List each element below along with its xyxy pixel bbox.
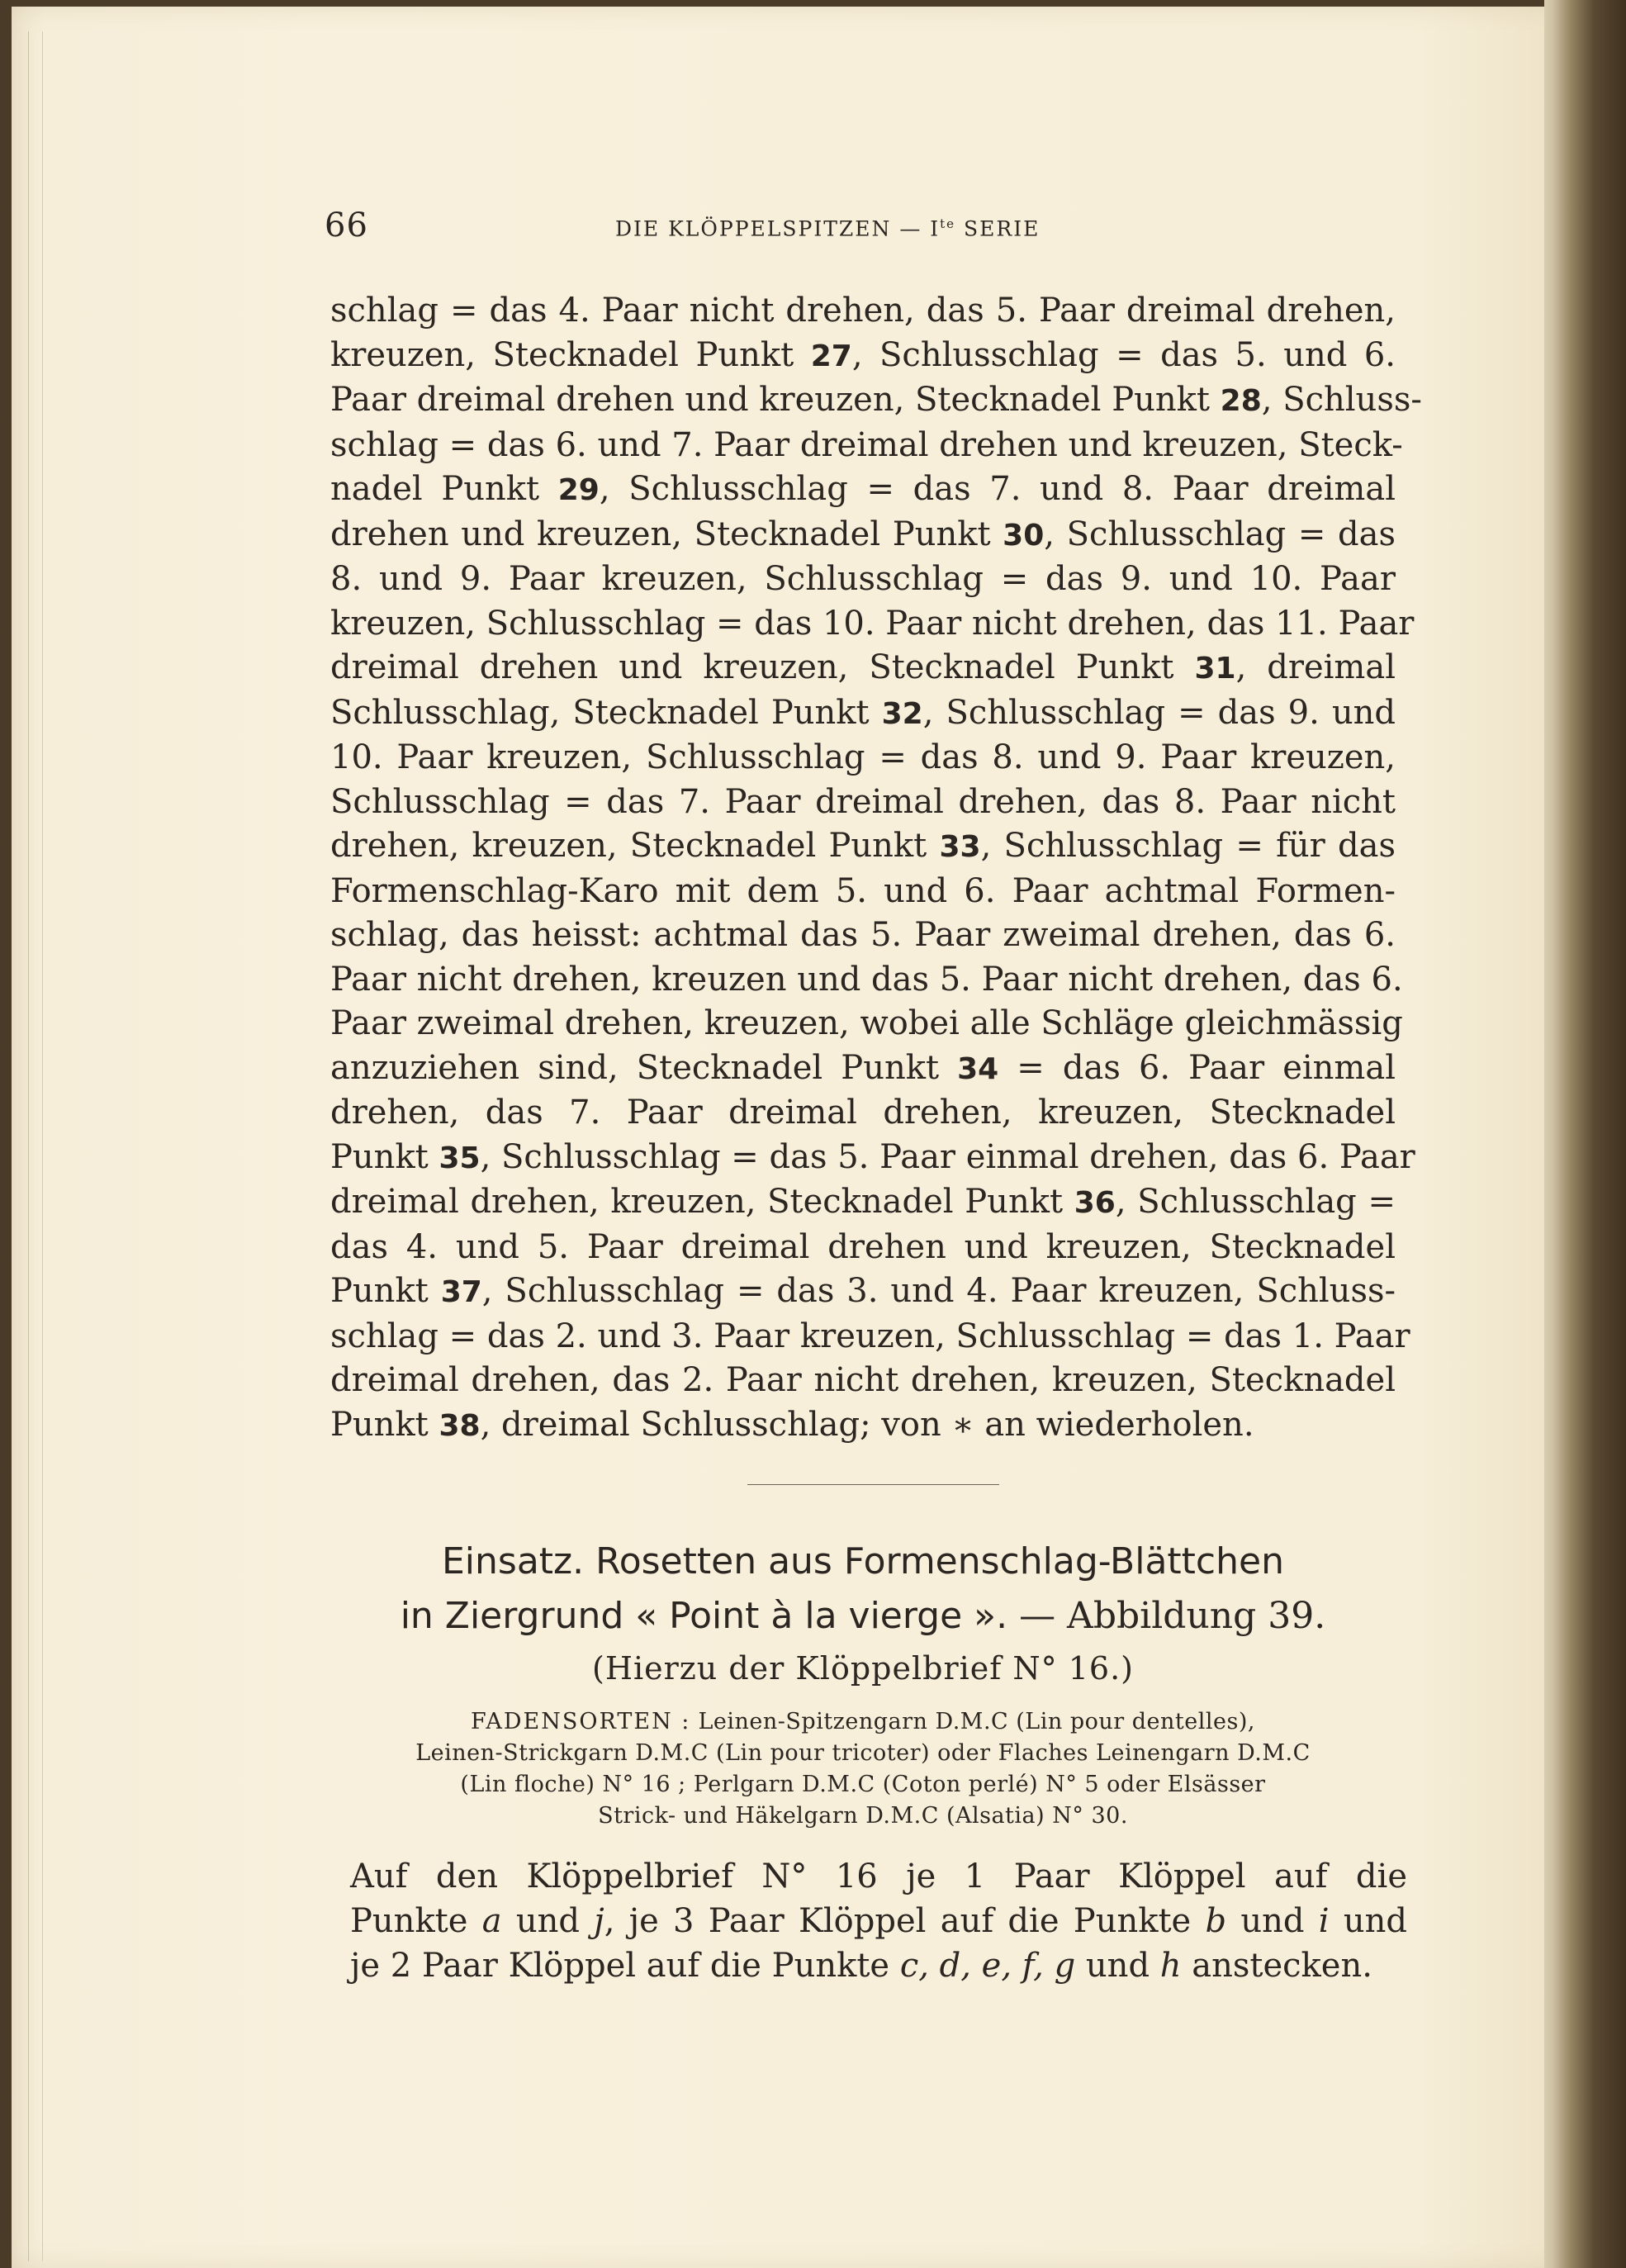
body-paragraph	[330, 289, 1422, 1448]
text-line	[330, 289, 1396, 334]
text-line	[330, 378, 1422, 424]
text-segment: = das 6. Paar einmal	[998, 1048, 1396, 1087]
text-line	[330, 602, 1415, 647]
text-line	[330, 513, 1396, 558]
text-segment: Paar nicht drehen, kreuzen und das 5. Paar nicht drehen, das 6.	[330, 960, 1403, 999]
materials-text: Leinen-Spitzengarn D.M.C (Lin pour dentelles),	[690, 1709, 1255, 1734]
text-segment: 8. und 9. Paar kreuzen, Schlusschlag = das 9. und 10. Paar	[330, 560, 1396, 598]
text-segment: , Schlusschlag = das 5. und 6.	[851, 335, 1396, 374]
text-segment: das 4. und 5. Paar dreimal drehen und kreuzen, Stecknadel	[330, 1227, 1396, 1266]
text-line	[330, 1315, 1410, 1359]
point-letter: j	[594, 1902, 604, 1940]
text-segment: , Schlusschlag = das 3. und 4. Paar kreuzen, Schluss-	[481, 1272, 1396, 1310]
text-segment: , Schlusschlag = das 7. und 8. Paar dreimal	[599, 470, 1396, 508]
text-line	[330, 1359, 1396, 1403]
materials-line: (Lin floche) N° 16 ; Perlgarn D.M.C (Coton perlé) N° 5 oder Elsässer	[460, 1772, 1266, 1797]
text-line	[330, 1046, 1396, 1092]
figure-reference: — Abbildung 39.	[1007, 1595, 1326, 1637]
text-segment: Schlusschlag = das 7. Paar dreimal drehen, das 8. Paar nicht	[330, 782, 1396, 821]
section-heading-line1: Einsatz. Rosetten aus Formenschlag-Blättchen	[442, 1540, 1284, 1582]
text-line	[330, 1269, 1396, 1315]
text-line	[330, 558, 1396, 602]
text-line	[330, 424, 1403, 468]
text-segment: anzuziehen sind, Stecknadel Punkt	[330, 1048, 958, 1087]
text-segment: je 2 Paar Klöppel auf die Punkte	[350, 1947, 900, 1985]
text-segment: schlag, das heisst: achtmal das 5. Paar zweimal drehen, das 6.	[330, 916, 1396, 954]
text-segment: drehen, das 7. Paar dreimal drehen, kreuzen, Stecknadel	[330, 1094, 1396, 1132]
section-heading	[314, 1535, 1412, 1644]
text-segment: schlag = das 6. und 7. Paar dreimal drehen und kreuzen, Steck-	[330, 425, 1403, 464]
running-title-text: DIE KLÖPPELSPITZEN — I	[615, 216, 941, 241]
text-segment: , dreimal	[1235, 648, 1396, 686]
text-line	[330, 334, 1396, 379]
text-segment: Punkt	[330, 1137, 439, 1176]
text-segment: , Schlusschlag = das 9. und	[922, 693, 1396, 732]
materials-label: FADENSORTEN :	[471, 1709, 691, 1734]
text-line	[330, 1002, 1403, 1046]
page-number: 66	[325, 206, 368, 244]
text-segment: , je 3 Paar Klöppel auf die Punkte	[604, 1902, 1206, 1940]
text-segment: , Schlusschlag =	[1115, 1183, 1396, 1221]
point-letter: c, d, e, f, g	[899, 1947, 1076, 1985]
pin-number: 38	[438, 1408, 481, 1443]
text-line	[330, 781, 1396, 825]
section-heading-line2-text: in Ziergrund « Point à la vierge ».	[400, 1595, 1008, 1637]
thread-materials	[355, 1706, 1371, 1832]
text-segment: drehen und kreuzen, Stecknadel Punkt	[330, 515, 1003, 553]
text-line	[330, 913, 1396, 958]
text-segment: schlag = das 2. und 3. Paar kreuzen, Schlusschlag = das 1. Paar	[330, 1317, 1410, 1355]
pin-number: 36	[1074, 1186, 1116, 1220]
text-segment: dreimal drehen, das 2. Paar nicht drehen, kreuzen, Stecknadel	[330, 1361, 1396, 1399]
text-segment: , Schlusschlag = für das	[980, 827, 1396, 865]
pin-number: 29	[557, 473, 600, 507]
text-segment: schlag = das 4. Paar nicht drehen, das 5. Paar dreimal drehen,	[330, 292, 1396, 330]
text-segment: nadel Punkt	[330, 470, 558, 508]
text-segment: kreuzen, Schlusschlag = das 10. Paar nicht drehen, das 11. Paar	[330, 604, 1415, 643]
text-line	[330, 870, 1396, 914]
point-letter: b	[1205, 1902, 1227, 1940]
pin-number: 27	[810, 339, 852, 373]
text-line	[330, 1091, 1396, 1136]
text-segment: 10. Paar kreuzen, Schlusschlag = das 8. und 9. Paar kreuzen,	[330, 738, 1396, 776]
text-segment: drehen, kreuzen, Stecknadel Punkt	[330, 827, 940, 865]
text-segment: und	[1075, 1947, 1160, 1985]
section-heading-line2	[314, 1589, 1412, 1644]
point-letter: h	[1159, 1947, 1182, 1985]
text-segment: dreimal drehen, kreuzen, Stecknadel Punkt	[330, 1183, 1074, 1221]
text-segment: , dreimal Schlusschlag; von ∗ an wiederholen.	[480, 1405, 1254, 1444]
text-segment: und	[1226, 1902, 1319, 1940]
text-segment: Punkt	[330, 1405, 439, 1444]
text-segment: anstecken.	[1181, 1947, 1372, 1985]
text-segment: dreimal drehen und kreuzen, Stecknadel Punkt	[330, 648, 1195, 686]
instructions-paragraph	[350, 1854, 1407, 1988]
point-letter: i	[1318, 1902, 1330, 1940]
materials-line: Leinen-Strickgarn D.M.C (Lin pour tricoter) oder Flaches Leinengarn D.M.C	[415, 1740, 1311, 1766]
pin-number: 30	[1003, 518, 1045, 553]
text-line	[330, 958, 1403, 1003]
running-title-sup: te	[940, 216, 956, 231]
text-line	[330, 1403, 1396, 1449]
text-segment: Paar dreimal drehen und kreuzen, Stecknadel Punkt	[330, 381, 1221, 419]
text-line	[330, 736, 1396, 781]
section-subheading: (Hierzu der Klöppelbrief N° 16.)	[592, 1650, 1134, 1687]
text-segment: Punkte	[350, 1902, 482, 1940]
text-line	[330, 824, 1396, 870]
text-segment: Auf den Klöppelbrief N° 16 je 1 Paar Klöppel auf die	[350, 1858, 1407, 1896]
running-header	[325, 206, 1398, 256]
pin-number: 34	[957, 1051, 999, 1086]
text-line	[350, 1943, 1407, 1988]
text-line	[330, 691, 1396, 737]
pin-number: 28	[1220, 384, 1262, 418]
text-line	[330, 1226, 1396, 1270]
running-title	[615, 216, 1040, 240]
running-title-end: SERIE	[955, 216, 1041, 241]
page-binding-lines	[28, 31, 43, 2261]
pin-number: 35	[438, 1141, 481, 1175]
text-segment: Punkt	[330, 1272, 441, 1310]
point-letter: a	[481, 1902, 502, 1940]
text-segment: , Schlusschlag = das 5. Paar einmal drehen, das 6. Paar	[480, 1137, 1415, 1176]
pin-number: 31	[1194, 652, 1236, 686]
text-segment: Formenschlag-Karo mit dem 5. und 6. Paar achtmal Formen-	[330, 871, 1396, 910]
materials-line	[355, 1706, 1371, 1738]
section-divider	[747, 1484, 999, 1485]
text-line	[330, 1180, 1396, 1226]
pin-number: 32	[881, 696, 923, 731]
text-segment: und	[1329, 1902, 1408, 1940]
text-line	[350, 1899, 1407, 1943]
text-line	[350, 1854, 1407, 1899]
text-line	[330, 467, 1396, 513]
text-segment: , Schluss-	[1261, 381, 1422, 419]
text-line	[330, 646, 1396, 691]
pin-number: 37	[440, 1275, 482, 1309]
text-segment: Schlusschlag, Stecknadel Punkt	[330, 693, 882, 732]
text-segment: , Schlusschlag = das	[1044, 515, 1396, 553]
page-edge-shadow	[1544, 0, 1626, 2268]
materials-line: Strick- und Häkelgarn D.M.C (Alsatia) N° 30.	[598, 1803, 1128, 1829]
text-segment: kreuzen, Stecknadel Punkt	[330, 335, 811, 374]
text-line	[330, 1136, 1415, 1181]
pin-number: 33	[939, 830, 981, 864]
text-segment: Paar zweimal drehen, kreuzen, wobei alle Schläge gleichmässig	[330, 1004, 1403, 1042]
text-segment: und	[501, 1902, 595, 1940]
